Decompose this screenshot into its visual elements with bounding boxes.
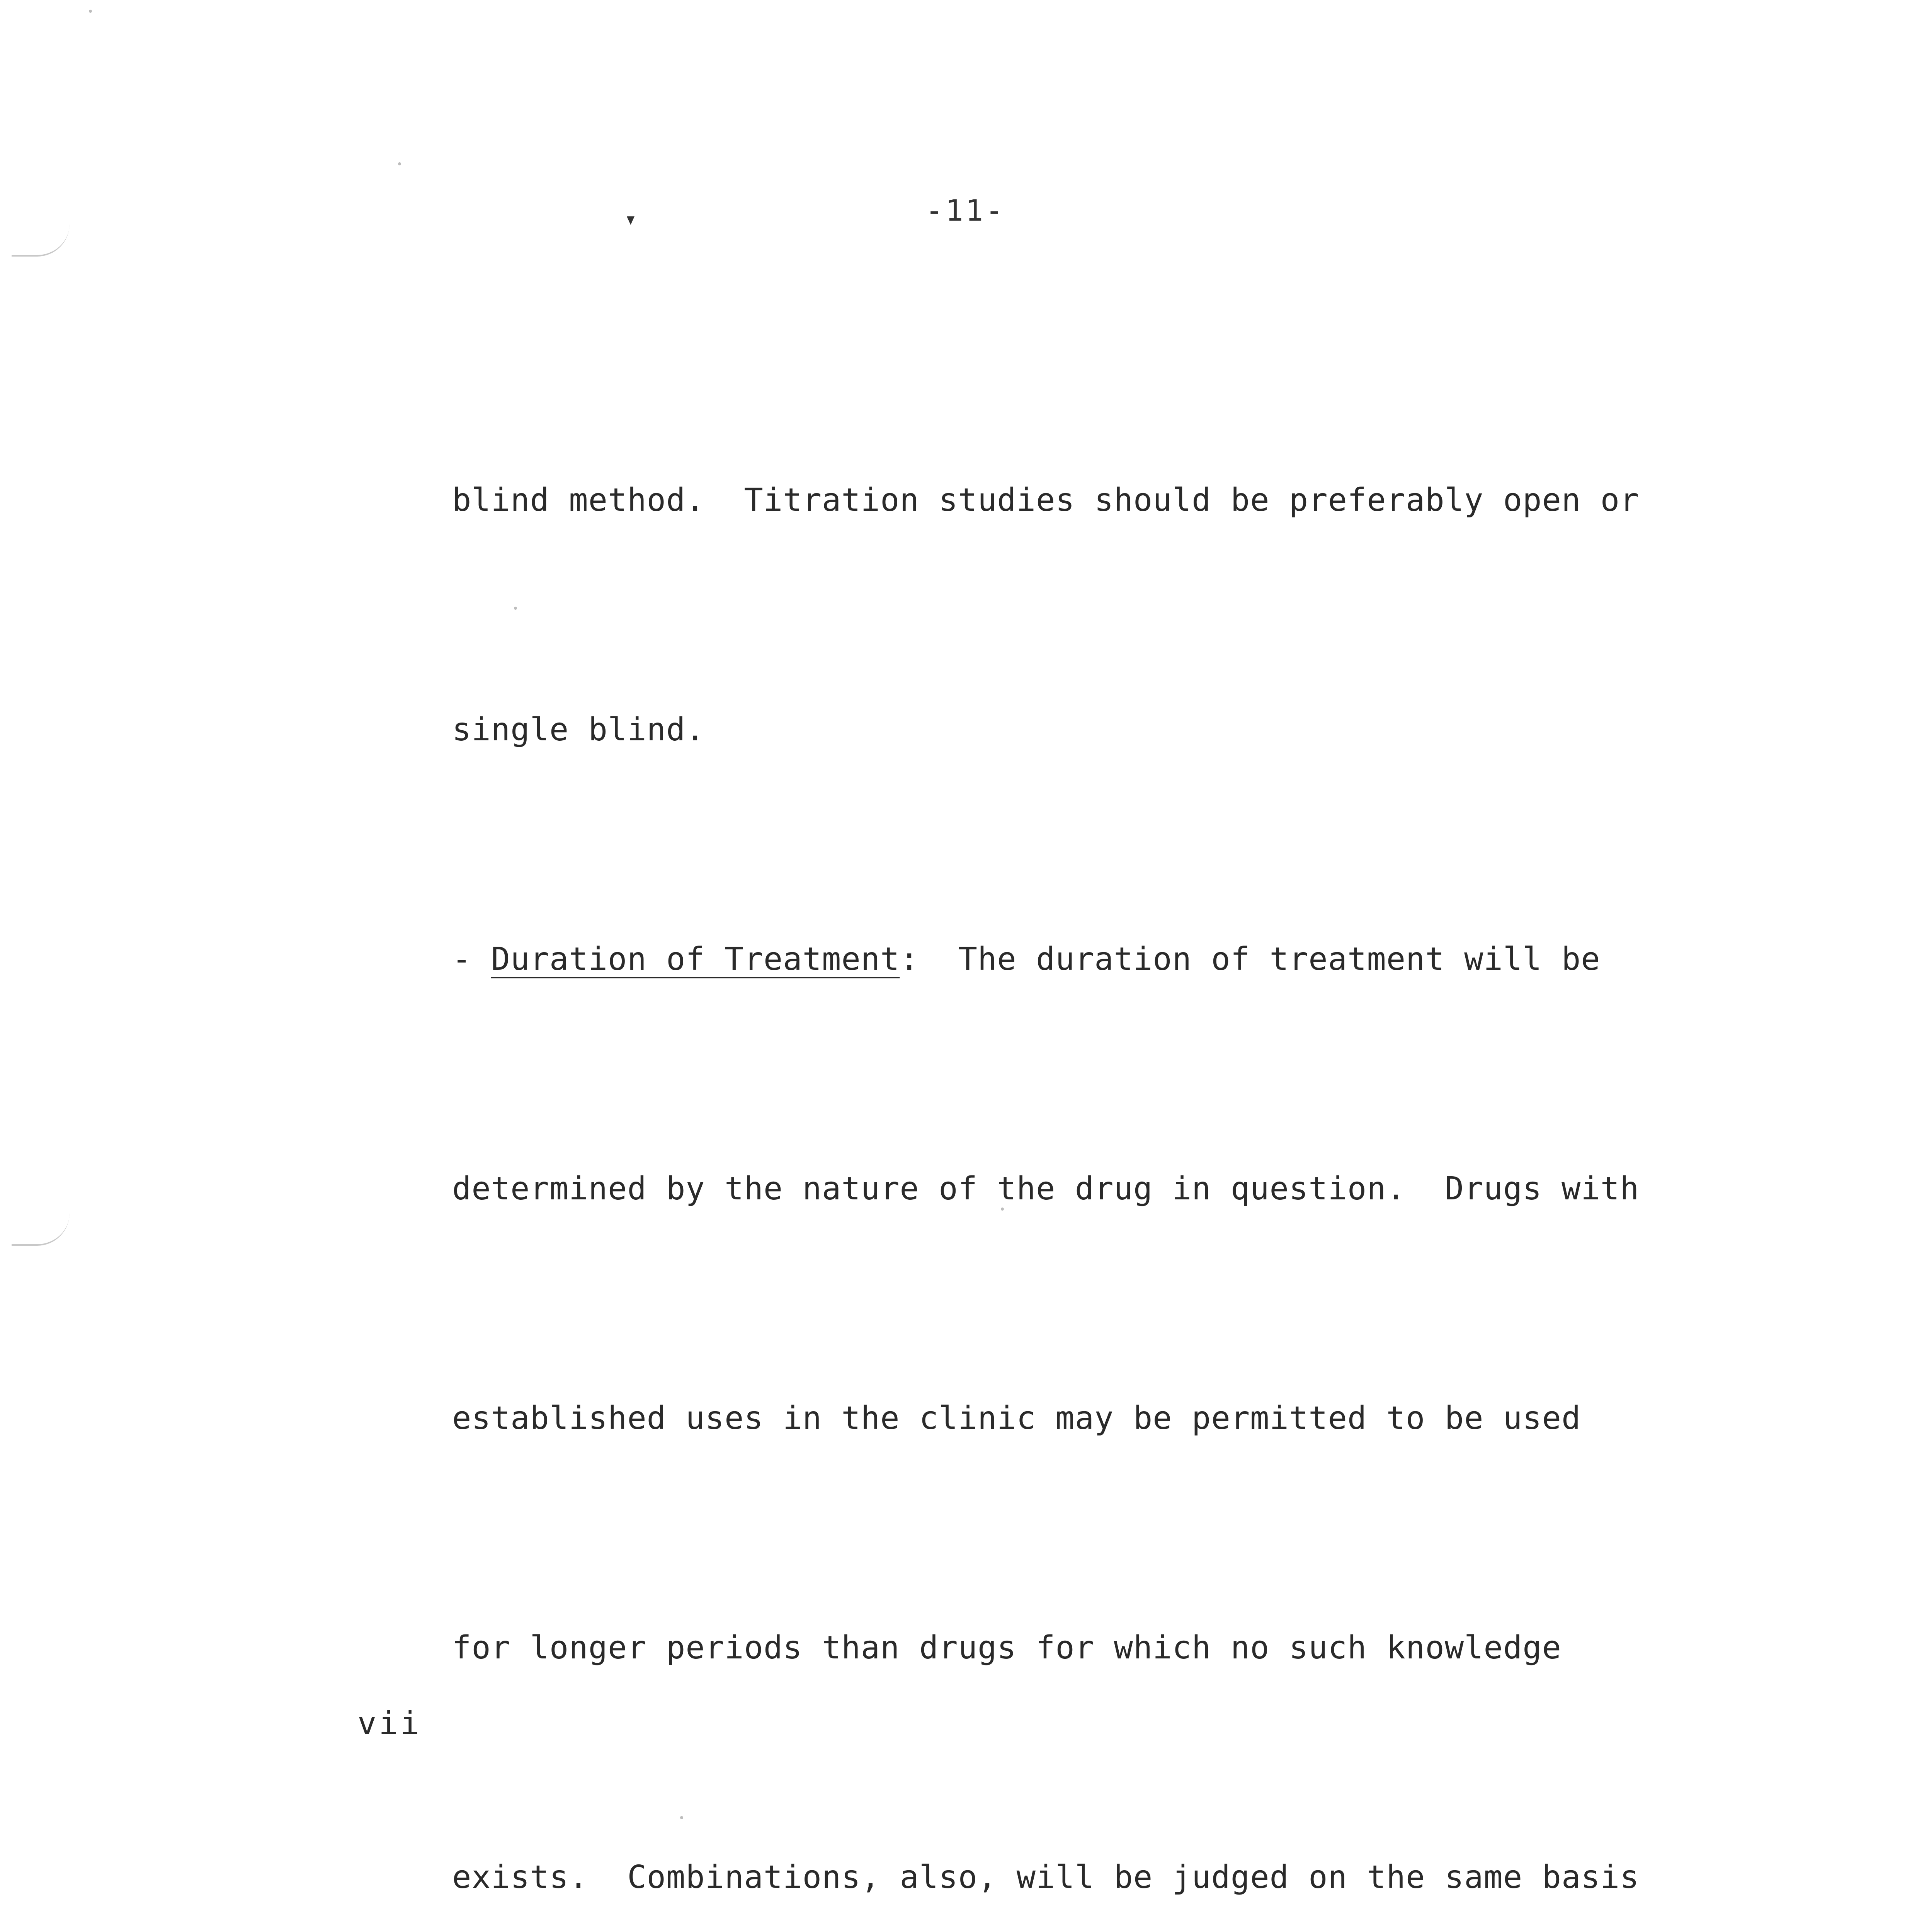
dash-bullet: - <box>452 941 491 978</box>
body-text <box>452 309 1882 1932</box>
text-line: determined by the nature of the drug in question. Drugs with <box>452 1170 1640 1207</box>
text-line: for longer periods than drugs for which no such knowledge <box>452 1629 1561 1666</box>
text-line: single blind. <box>452 711 705 748</box>
section-number: vii <box>357 1705 422 1742</box>
duration-intro: : The duration of treatment will be <box>900 941 1601 978</box>
text-line: established uses in the clinic may be permitted to be used <box>452 1400 1581 1437</box>
text-line: blind method. Titration studies should be preferably open or <box>452 482 1640 519</box>
text-line: exists. Combinations, also, will be judged on the same basis <box>452 1859 1640 1896</box>
scan-speck <box>398 162 401 165</box>
scan-speck <box>89 10 92 13</box>
stray-mark <box>627 216 634 225</box>
duration-heading: Duration of Treatment <box>491 941 900 978</box>
hole-punch-shadow <box>12 224 70 257</box>
hole-punch-shadow <box>12 1213 70 1246</box>
page-number: -11- <box>925 193 1006 228</box>
duration-heading-line <box>452 921 1882 998</box>
